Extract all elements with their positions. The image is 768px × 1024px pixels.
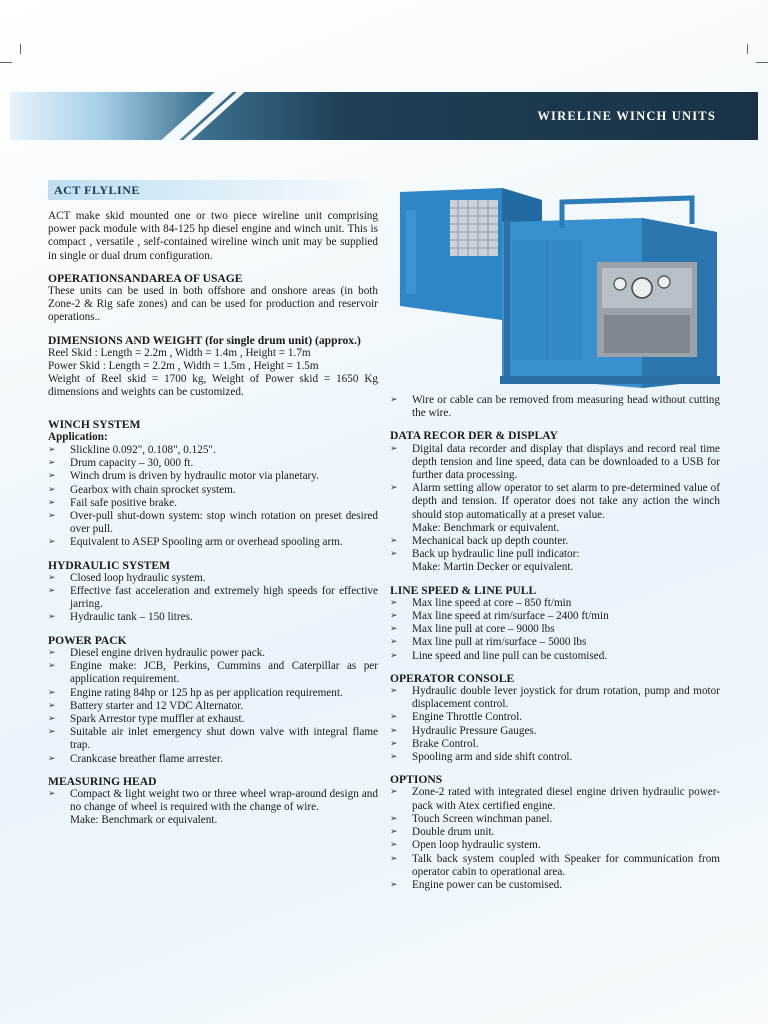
list-item: ➢ Winch drum is driven by hydraulic motor via planetary. — [48, 470, 378, 483]
list-item: ➢ Talk back system coupled with Speaker for communication from operator cabin to operational area. — [390, 853, 720, 879]
operator-console-list — [390, 685, 720, 764]
list-item: ➢ Touch Screen winchman panel. — [390, 813, 720, 826]
hydraulic-system-list — [48, 572, 378, 625]
list-item: ➢ Closed loop hydraulic system. — [48, 572, 378, 585]
list-item: ➢ Engine power can be customised. — [390, 879, 720, 892]
power-pack-list — [48, 647, 378, 766]
list-item: ➢ Slickline 0.092", 0.108", 0.125". — [48, 444, 378, 457]
options-list — [390, 786, 720, 892]
list-item: ➢ Brake Control. — [390, 738, 720, 751]
list-item: ➢ Fail safe positive brake. — [48, 497, 378, 510]
measuring-head-list — [48, 788, 378, 828]
list-item: ➢ Drum capacity – 30, 000 ft. — [48, 457, 378, 470]
options-heading: OPTIONS — [390, 773, 443, 787]
section-title: ACT FLYLINE — [48, 180, 378, 200]
dimensions-line: Reel Skid : Length = 2.2m , Width = 1.4m , Height = 1.7m — [48, 346, 311, 359]
measuring-head-heading: MEASURING HEAD — [48, 774, 157, 788]
make-note: Make: Martin Decker or equivalent. — [412, 561, 574, 574]
operations-text: These units can be used in both offshore and onshore areas (in both Zone-2 & Rig safe zones) and can be used for production and reservoir operations.. — [48, 285, 378, 324]
operations-heading: OPERATIONSANDAREA OF USAGE — [48, 271, 243, 285]
dimensions-line: Weight of Reel skid = 1700 kg, Weight of Power skid = 1650 Kg dimensions and weights can be customized. — [48, 373, 378, 399]
list-item: ➢ Mechanical back up depth counter. — [390, 535, 720, 548]
hydraulic-system-heading: HYDRAULIC SYSTEM — [48, 558, 171, 572]
winch-system-list — [48, 444, 378, 550]
list-item: ➢ Gearbox with chain sprocket system. — [48, 484, 378, 497]
data-recorder-list — [390, 443, 720, 575]
make-note: Make: Benchmark or equivalent. — [412, 521, 560, 534]
list-item: ➢ Double drum unit. — [390, 826, 720, 839]
list-item: ➢ Zone-2 rated with integrated diesel engine driven hydraulic power-pack with Atex certified engine. — [390, 786, 720, 812]
list-item: ➢ Suitable air inlet emergency shut down valve with integral flame trap. — [48, 726, 378, 752]
list-item: ➢ Spooling arm and side shift control. — [390, 751, 720, 764]
list-item: ➢ Wire or cable can be removed from measuring head without cutting the wire. — [390, 394, 720, 420]
operator-console-heading: OPERATOR CONSOLE — [390, 671, 515, 685]
page-title: WIRELINE WINCH UNITS — [537, 109, 716, 123]
list-item: ➢ Max line speed at core – 850 ft/min — [390, 597, 720, 610]
list-item: ➢ Effective fast acceleration and extremely high speeds for effective jarring. — [48, 585, 378, 611]
list-item: ➢ Engine Throttle Control. — [390, 711, 720, 724]
application-subheading: Application: — [48, 430, 108, 443]
power-pack-heading: POWER PACK — [48, 633, 127, 647]
list-item: ➢ Max line speed at rim/surface – 2400 ft/min — [390, 610, 720, 623]
list-item: ➢ Max line pull at rim/surface – 5000 lbs — [390, 636, 720, 649]
list-item: ➢ Equivalent to ASEP Spooling arm or overhead spooling arm. — [48, 536, 378, 549]
list-item: ➢ Digital data recorder and display that displays and record real time depth tension and line speed, data can be downloaded to a USB for further data processing. — [390, 443, 720, 483]
list-item: ➢ Over-pull shut-down system: stop winch rotation on preset desired over pull. — [48, 510, 378, 536]
make-note: Make: Benchmark or equivalent. — [70, 814, 218, 827]
list-item: ➢ Engine rating 84hp or 125 hp as per application requirement. — [48, 687, 378, 700]
crop-mark-right — [756, 62, 768, 63]
dimensions-line: Power Skid : Length = 2.2m , Width = 1.5m , Height = 1.5m — [48, 360, 319, 373]
list-item: ➢ Line speed and line pull can be customised. — [390, 650, 720, 663]
crop-mark-top-right — [747, 44, 748, 54]
dimensions-heading: DIMENSIONS AND WEIGHT (for single drum unit) (approx.) — [48, 333, 361, 347]
list-item: ➢ Engine make: JCB, Perkins, Cummins and Caterpillar as per application requirement. — [48, 660, 378, 686]
right-column — [390, 394, 720, 901]
crop-mark-left — [0, 62, 12, 63]
winch-system-heading: WINCH SYSTEM — [48, 417, 141, 431]
list-item: ➢ Max line pull at core – 9000 lbs — [390, 623, 720, 636]
list-item: ➢ Spark Arrestor type muffler at exhaust. — [48, 713, 378, 726]
measuring-head-continued-list — [390, 394, 720, 420]
list-item: ➢ Crankcase breather flame arrester. — [48, 753, 378, 766]
list-item: ➢ Hydraulic double lever joystick for drum rotation, pump and motor displacement control. — [390, 685, 720, 711]
list-item: ➢ Open loop hydraulic system. — [390, 839, 720, 852]
list-item: ➢ Diesel engine driven hydraulic power pack. — [48, 647, 378, 660]
crop-mark-top-left — [20, 44, 21, 54]
list-item: ➢ Back up hydraulic line pull indicator: — [390, 548, 720, 561]
list-item: ➢ Alarm setting allow operator to set alarm to pre-determined value of depth and tension. If operator does not take any action the winch should stop automatically at a preset value. — [390, 482, 720, 522]
list-item: ➢ Hydraulic Pressure Gauges. — [390, 725, 720, 738]
left-column — [48, 180, 378, 837]
list-item: ➢ Battery starter and 12 VDC Alternator. — [48, 700, 378, 713]
data-recorder-heading: DATA RECOR DER & DISPLAY — [390, 429, 558, 443]
list-item: ➢ Hydraulic tank – 150 litres. — [48, 611, 378, 624]
line-speed-heading: LINE SPEED & LINE PULL — [390, 583, 537, 597]
line-speed-list — [390, 597, 720, 663]
winch-unit-illustration — [392, 180, 722, 390]
intro-paragraph: ACT make skid mounted one or two piece wireline unit comprising power pack module with 84-125 hp diesel engine and winch unit. This is compact , versatile , self-contained wireline winch unit may be supplied in single or dual drum configuration. — [48, 210, 378, 262]
list-item: ➢ Compact & light weight two or three wheel wrap-around design and no change of wheel is required with the change of wire. — [48, 788, 378, 814]
